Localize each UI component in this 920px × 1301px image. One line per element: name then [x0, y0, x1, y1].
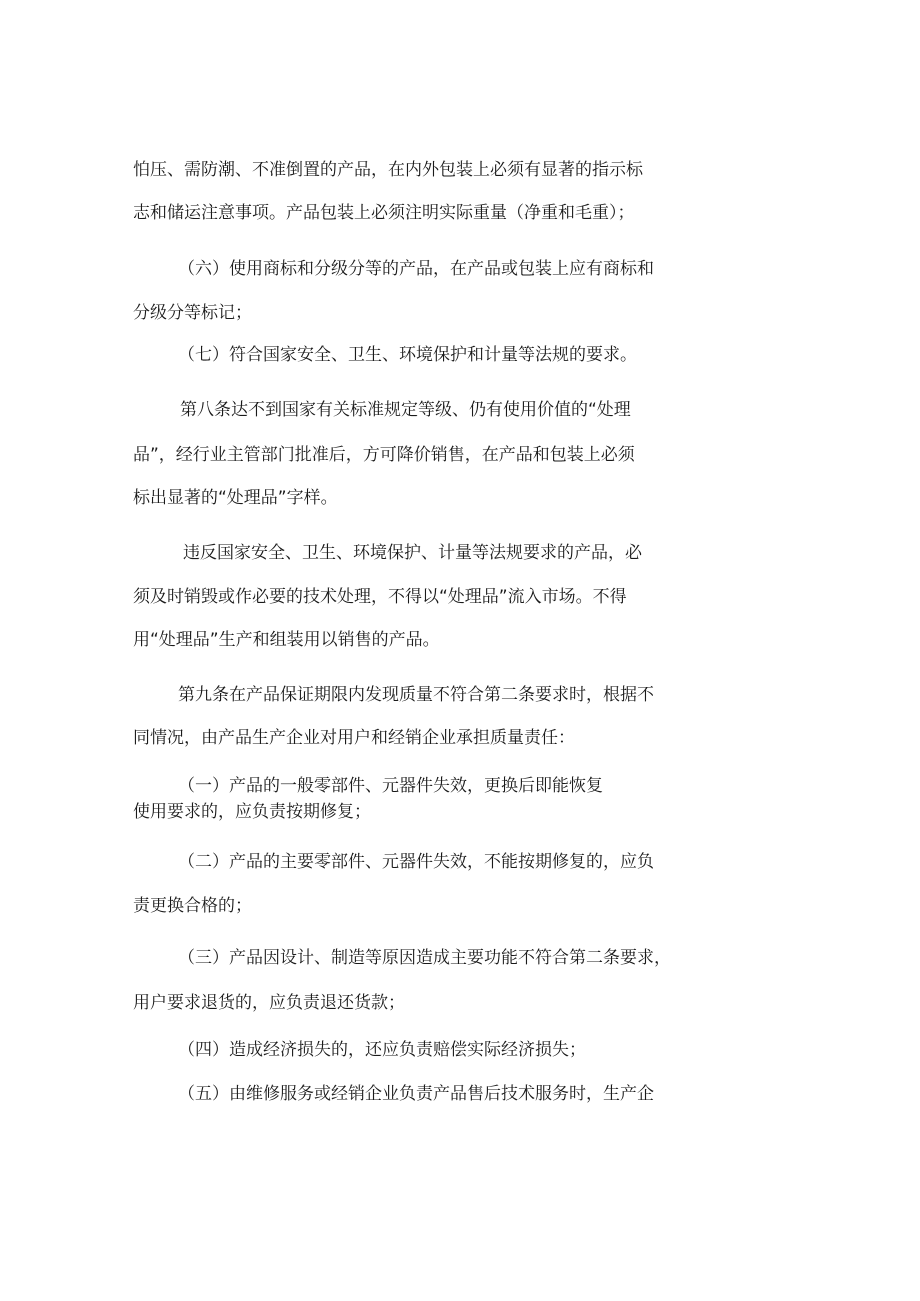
text-line-2: 志和储运注意事项。产品包装上必须注明实际重量（净重和毛重）；	[133, 203, 635, 223]
text-line-5: （七）符合国家安全、卫生、环境保护和计量等法规的要求。	[178, 345, 637, 365]
text-line-15: 使用要求的，应负责按期修复；	[133, 802, 371, 822]
text-line-4: 分级分等标记；	[133, 303, 252, 323]
text-line-6: 第八条达不到国家有关标准规定等级、仍有使用价值的“处理	[180, 400, 631, 420]
text-line-9: 违反国家安全、卫生、环境保护、计量等法规要求的产品，必	[183, 543, 642, 563]
text-line-16: （二）产品的主要零部件、元器件失效，不能按期修复的，应负	[178, 852, 654, 872]
text-line-18: （三）产品因设计、制造等原因造成主要功能不符合第二条要求，	[178, 948, 671, 968]
text-line-21: （五）由维修服务或经销企业负责产品售后技术服务时，生产企	[178, 1084, 654, 1104]
text-line-10: 须及时销毁或作必要的技术处理，不得以“处理品”流入市场。不得	[133, 587, 627, 607]
text-line-14: （一）产品的一般零部件、元器件失效，更换后即能恢复	[178, 776, 603, 796]
text-line-19: 用户要求退货的，应负责退还货款；	[133, 993, 405, 1013]
text-line-7: 品”，经行业主管部门批准后，方可降价销售，在产品和包装上必须	[133, 445, 635, 465]
text-line-13: 同情况，由产品生产企业对用户和经销企业承担质量责任：	[133, 728, 575, 748]
text-line-3: （六）使用商标和分级分等的产品，在产品或包装上应有商标和	[178, 259, 654, 279]
text-line-11: 用“处理品”生产和组装用以销售的产品。	[133, 630, 440, 650]
text-line-17: 责更换合格的；	[133, 896, 252, 916]
text-line-20: （四）造成经济损失的，还应负责赔偿实际经济损失；	[178, 1040, 586, 1060]
text-line-8: 标出显著的“处理品”字样。	[133, 488, 338, 508]
text-line-12: 第九条在产品保证期限内发现质量不符合第二条要求时，根据不	[178, 685, 654, 705]
text-line-1: 怕压、需防潮、不准倒置的产品，在内外包装上必须有显著的指示标	[133, 160, 643, 180]
